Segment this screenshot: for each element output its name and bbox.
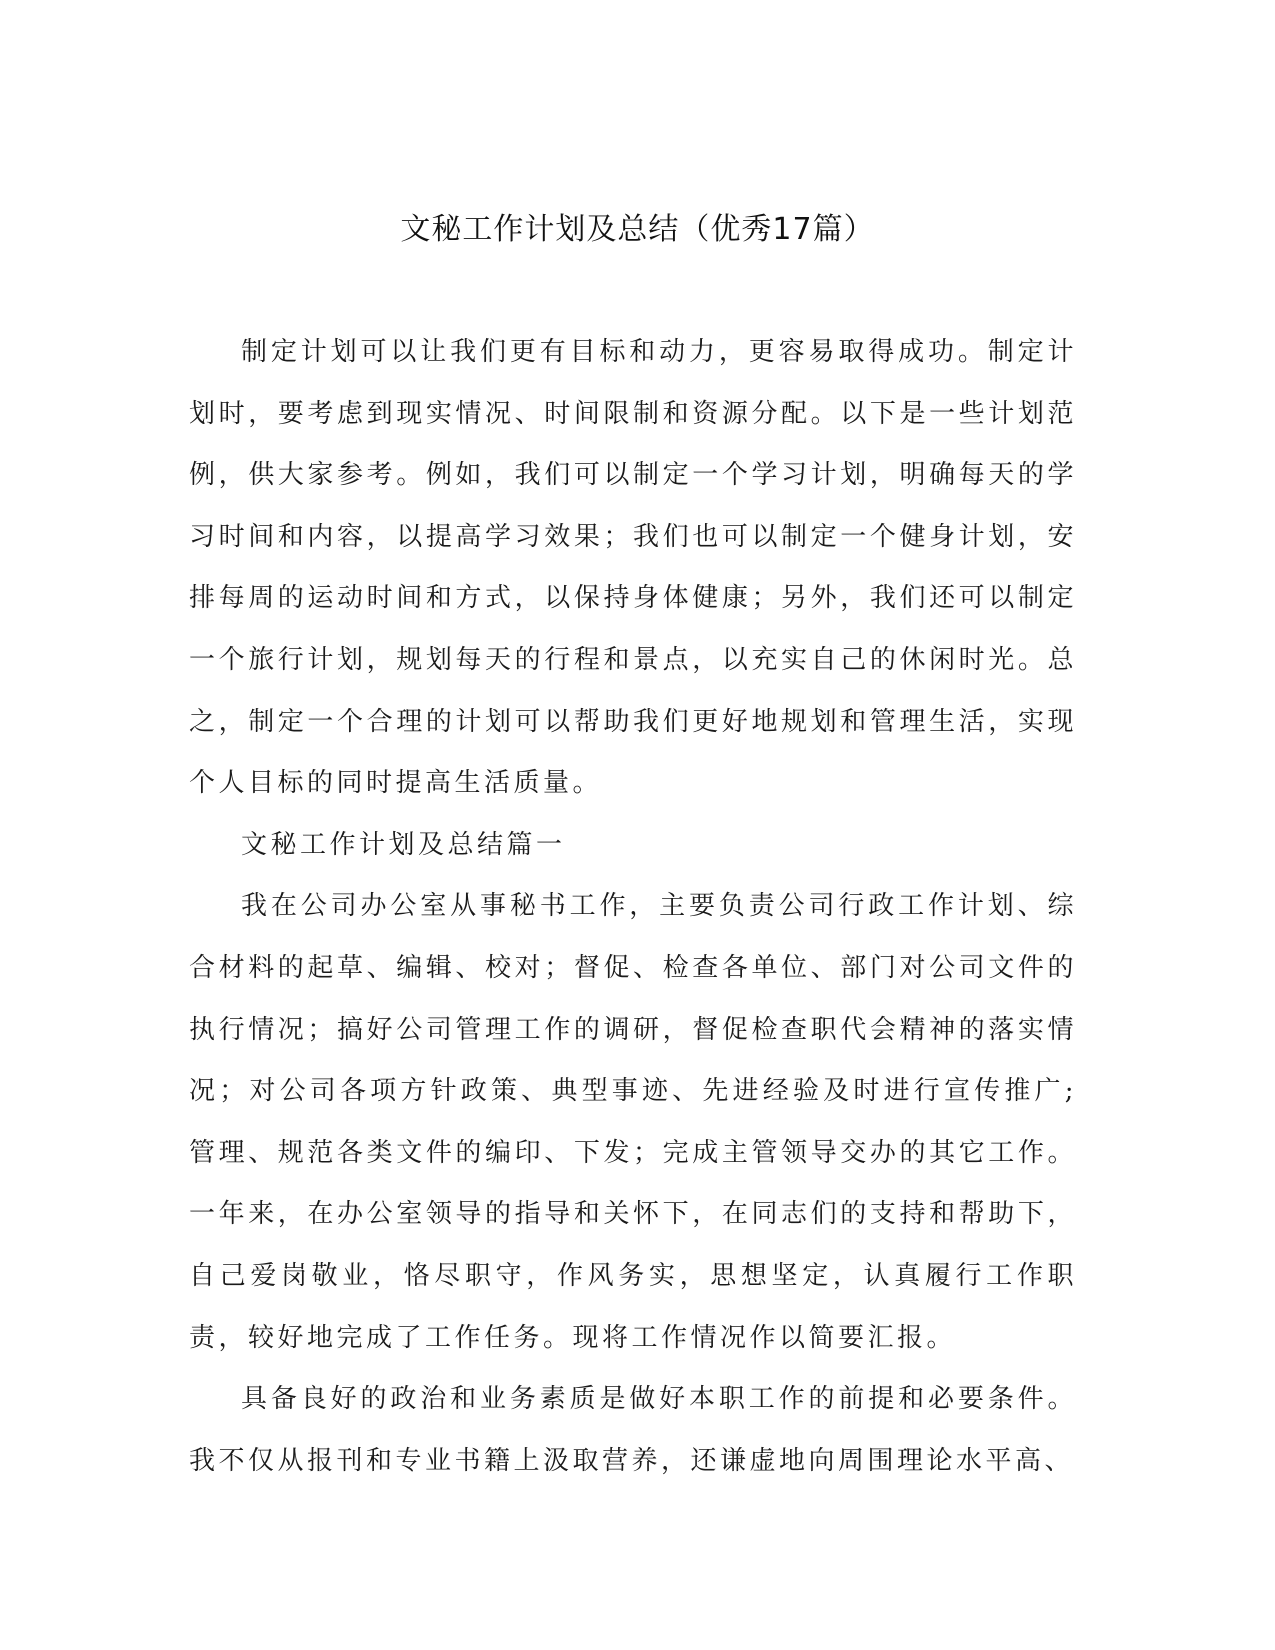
body-paragraph: 具备良好的政治和业务素质是做好本职工作的前提和必要条件。我不仅从报刊和专业书籍上汲取营养，还谦虚地向周围理论水平高、 <box>189 1384 1077 1476</box>
document-body <box>189 322 1077 1492</box>
intro-paragraph: 制定计划可以让我们更有目标和动力，更容易取得成功。制定计划时，要考虑到现实情况、时间限制和资源分配。以下是一些计划范例，供大家参考。例如，我们可以制定一个学习计划，明确每天的学习时间和内容，以提高学习效果；我们也可以制定一个健身计划，安排每周的运动时间和方式，以保持身体健康；另外，我们还可以制定一个旅行计划，规划每天的行程和景点，以充实自己的休闲时光。总之，制定一个合理的计划可以帮助我们更好地规划和管理生活，实现个人目标的同时提高生活质量。 <box>189 337 1077 799</box>
body-paragraph: 我在公司办公室从事秘书工作，主要负责公司行政工作计划、综合材料的起草、编辑、校对；督促、检查各单位、部门对公司文件的执行情况；搞好公司管理工作的调研，督促检查职代会精神的落实情况；对公司各项方针政策、典型事迹、先进经验及时进行宣传推广;管理、规范各类文件的编印、下发；完成主管领导交办的其它工作。一年来，在办公室领导的指导和关怀下，在同志们的支持和帮助下，自己爱岗敬业，恪尽职守，作风务实，思想坚定，认真履行工作职责，较好地完成了工作任务。现将工作情况作以简要汇报。 <box>189 891 1077 1353</box>
document-title: 文秘工作计划及总结（优秀17篇） <box>400 212 875 247</box>
section-heading: 文秘工作计划及总结篇一 <box>241 829 566 860</box>
